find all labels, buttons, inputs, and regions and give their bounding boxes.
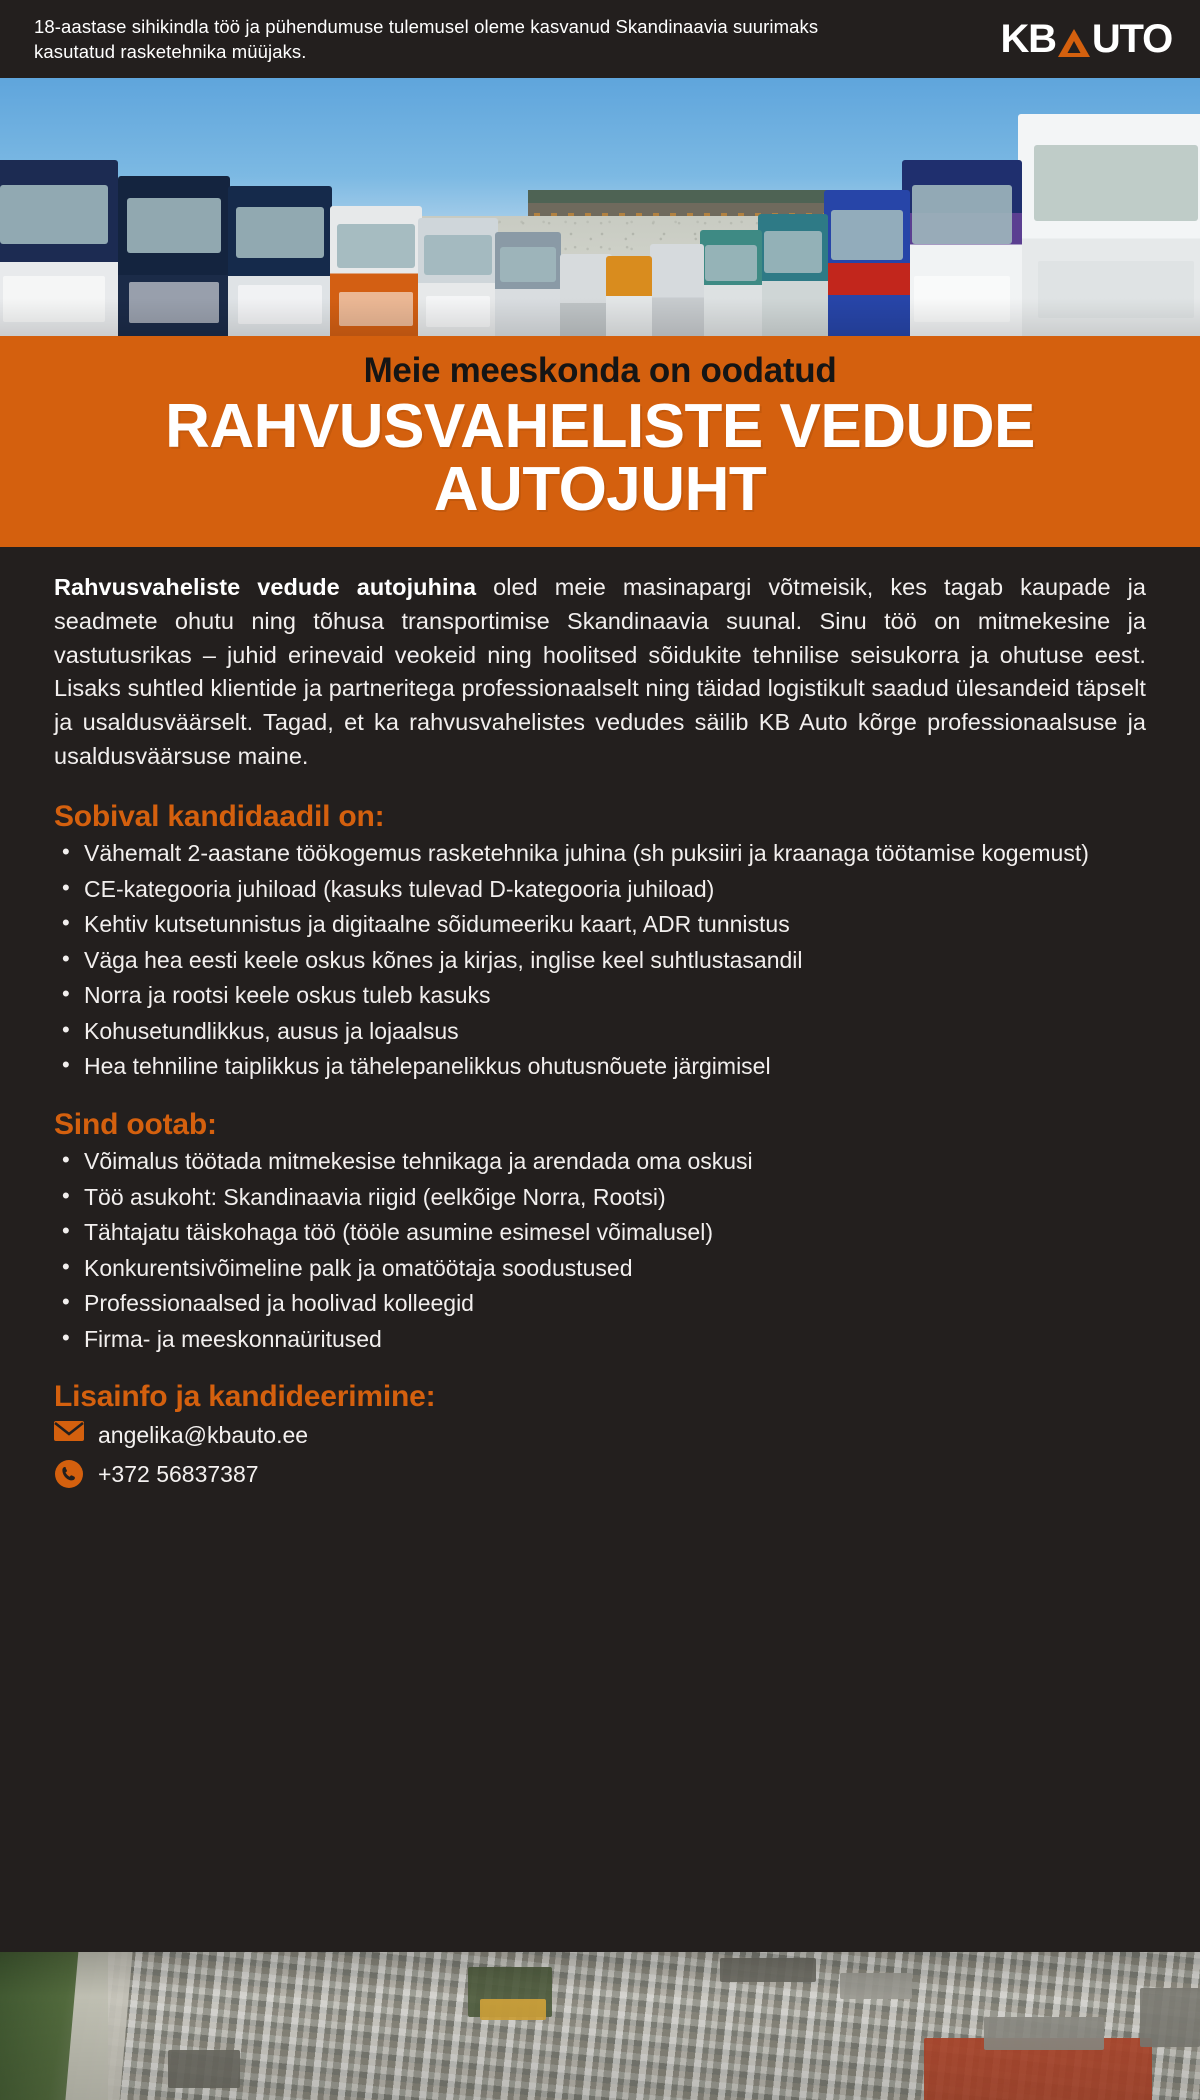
list-item: • Firma- ja meeskonnaüritused xyxy=(54,1324,1146,1355)
list-item: • Konkurentsivõimeline palk ja omatöötaja soodustused xyxy=(54,1253,1146,1284)
list-item: • Norra ja rootsi keele oskus tuleb kasuks xyxy=(54,980,1146,1011)
offer-heading: Sind ootab: xyxy=(54,1107,217,1141)
logo-text-uto: UTO xyxy=(1091,17,1172,61)
logo-text-kb: KB xyxy=(1000,17,1056,61)
title-band xyxy=(0,336,1200,547)
email-address[interactable]: angelika@kbauto.ee xyxy=(98,1421,309,1448)
offer-list xyxy=(54,1146,1146,1354)
envelope-icon xyxy=(54,1420,84,1450)
kicker-text: Meie meeskonda on oodatud xyxy=(363,351,837,390)
contact-email-row[interactable] xyxy=(54,1420,1146,1450)
list-item: • Kohusetundlikkus, ausus ja lojaalsus xyxy=(54,1016,1146,1047)
list-item: • CE-kategooria juhiload (kasuks tulevad D-kategooria juhiload) xyxy=(54,874,1146,905)
hero-photo xyxy=(0,78,1200,336)
list-item: • Hea tehniline taiplikkus ja tähelepanelikkus ohutusnõuete järgimisel xyxy=(54,1051,1146,1082)
list-item: • Töö asukoht: Skandinaavia riigid (eelkõige Norra, Rootsi) xyxy=(54,1182,1146,1213)
list-item: • Väga hea eesti keele oskus kõnes ja kirjas, inglise keel suhtlustasandil xyxy=(54,945,1146,976)
footer-aerial-photo xyxy=(0,1952,1200,2100)
phone-number[interactable]: +372 56837387 xyxy=(98,1460,259,1487)
phone-icon xyxy=(54,1459,84,1489)
list-item: • Vähemalt 2-aastane töökogemus rasketehnika juhina (sh puksiiri ja kraanaga töötamise kogemust) xyxy=(54,838,1146,869)
intro-lead: Rahvusvaheliste vedude autojuhina xyxy=(54,573,477,600)
contact-heading: Lisainfo ja kandideerimine: xyxy=(54,1380,436,1414)
kbauto-logo xyxy=(1001,17,1173,61)
footer-photo-shade xyxy=(0,1952,1200,2100)
list-item: • Professionaalsed ja hoolivad kolleegid xyxy=(54,1288,1146,1319)
list-item: • Võimalus töötada mitmekesise tehnikaga ja arendada oma oskusi xyxy=(54,1146,1146,1177)
header-bar xyxy=(0,0,1200,78)
poster-body xyxy=(0,547,1200,1489)
requirements-heading: Sobival kandidaadil on: xyxy=(54,799,385,833)
hero-bottom-shadow xyxy=(0,298,1200,336)
triangle-a-icon xyxy=(1057,28,1091,58)
contact-phone-row[interactable] xyxy=(54,1459,1146,1489)
job-title: RAHVUSVAHELISTE VEDUDE AUTOJUHT xyxy=(165,391,1035,524)
list-item: • Tähtajatu täiskohaga töö (tööle asumine esimesel võimalusel) xyxy=(54,1217,1146,1248)
company-tagline: 18-aastase sihikindla töö ja pühendumuse tulemusel oleme kasvanud Skandinaavia suurimaks kasutatud rasketehnika müüjaks. xyxy=(34,15,819,62)
contact-block xyxy=(54,1420,1146,1489)
intro-paragraph xyxy=(54,571,1146,774)
requirements-list xyxy=(54,838,1146,1082)
intro-rest: oled meie masinapargi võtmeisik, kes tagab kaupade ja seadmete ohutu ning tõhusa transportimise Skandinaavia suunal. Sinu töö on mitmekesine ja vastutusrikas – juhid erinevaid veokeid ning hoolitsed sõidukite tehnilise seisukorra ja ohutuse eest. Lisaks suhtled klientide ja partneritega professionaalselt ning täidad logistikult saadud ülesandeid täpselt ja usaldusväärselt. Tagad, et ka rahvusvahelistes vedudes säilib KB Auto kõrge professionaalsuse ja usaldusväärsuse maine. xyxy=(54,573,1146,770)
list-item: • Kehtiv kutsetunnistus ja digitaalne sõidumeeriku kaart, ADR tunnistus xyxy=(54,909,1146,940)
